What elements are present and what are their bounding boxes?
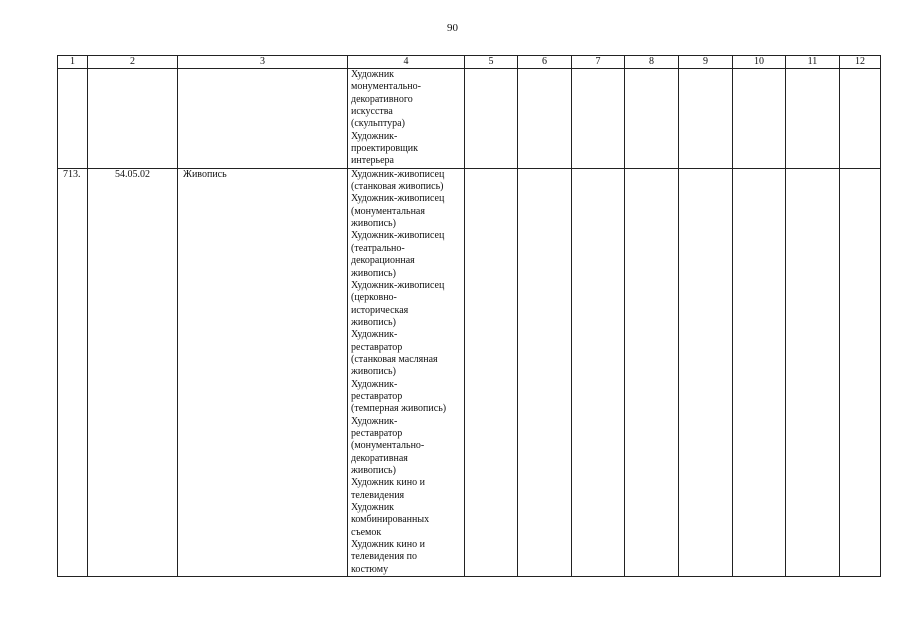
qualification-line: Художник-живописец [351, 168, 445, 180]
qualification-line: декоративная [351, 452, 408, 464]
empty-cell [840, 168, 881, 576]
empty-cell [572, 168, 625, 576]
qualification-line: телевидения по [351, 551, 417, 563]
qualification-line: реставратор [351, 341, 403, 353]
code-cell [88, 69, 178, 169]
qualification-line: искусства [351, 106, 393, 118]
table-header-row [58, 56, 881, 69]
qualification-line: (театрально- [351, 242, 405, 254]
qualification-line: Художник [351, 502, 395, 514]
qualification-line: (станковая масляная [351, 353, 438, 365]
empty-cell [625, 168, 679, 576]
empty-cell [465, 69, 518, 169]
row-number-cell [58, 69, 88, 169]
qualification-line: монументально- [351, 81, 421, 93]
specialties-table [57, 55, 881, 577]
specialty-name-cell [178, 69, 348, 169]
empty-cell [679, 168, 733, 576]
empty-cell [465, 168, 518, 576]
qualification-line: живопись) [351, 316, 396, 328]
qualification-line: Художник- [351, 415, 398, 427]
qualification-line: живопись) [351, 267, 396, 279]
qualification-line: телевидения [351, 489, 405, 501]
column-header: 4 [348, 56, 465, 69]
column-header: 9 [679, 56, 733, 69]
empty-cell [518, 168, 572, 576]
qualification-line: костюму [351, 563, 389, 575]
qualification-line: (церковно- [351, 292, 397, 304]
table-row [58, 168, 881, 576]
qualification-line: живопись) [351, 218, 396, 230]
qualification-line: Художник кино и [351, 477, 425, 489]
column-header: 1 [58, 56, 88, 69]
empty-cell [572, 69, 625, 169]
qualification-line: Художник [351, 69, 395, 80]
table-row [58, 69, 881, 169]
empty-cell [840, 69, 881, 169]
qualification-line: Художник-живописец [351, 230, 445, 242]
qualification-line: интерьера [351, 155, 394, 167]
qualification-line: (скульптура) [351, 118, 405, 130]
empty-cell [518, 69, 572, 169]
empty-cell [679, 69, 733, 169]
qualification-line: (монументальная [351, 205, 425, 217]
empty-cell [625, 69, 679, 169]
qualification-line: Художник- [351, 130, 398, 142]
empty-cell [733, 69, 786, 169]
qualification-line: живопись) [351, 366, 396, 378]
qualification-line: съемок [351, 526, 382, 538]
column-header: 5 [465, 56, 518, 69]
qualification-line: (монументально- [351, 440, 425, 452]
column-header: 8 [625, 56, 679, 69]
column-header: 11 [786, 56, 840, 69]
column-header: 7 [572, 56, 625, 69]
qualification-line: комбинированных [351, 514, 430, 526]
qualification-line: Художник- [351, 329, 398, 341]
qualification-line: Художник-живописец [351, 193, 445, 205]
qualification-line: (темперная живопись) [351, 403, 447, 415]
qualification-line: историческая [351, 304, 409, 316]
qualification-line: Художник-живописец [351, 279, 445, 291]
row-number-cell: 713. [58, 168, 88, 576]
qualification-line: реставратор [351, 427, 403, 439]
qualification-line: декоративного [351, 93, 413, 105]
qualifications-cell [348, 168, 465, 576]
page-number: 90 [447, 22, 458, 34]
column-header: 2 [88, 56, 178, 69]
column-header: 6 [518, 56, 572, 69]
qualification-line: Художник- [351, 378, 398, 390]
qualification-line: реставратор [351, 390, 403, 402]
empty-cell [786, 168, 840, 576]
column-header: 3 [178, 56, 348, 69]
qualification-line: Художник кино и [351, 539, 425, 551]
empty-cell [733, 168, 786, 576]
qualification-line: декорационная [351, 255, 415, 267]
qualifications-cell [348, 69, 465, 169]
qualification-line: (станковая живопись) [351, 181, 444, 193]
column-header: 10 [733, 56, 786, 69]
empty-cell [786, 69, 840, 169]
column-header: 12 [840, 56, 881, 69]
specialty-name-cell: Живопись [178, 168, 348, 576]
qualification-line: проектировщик [351, 143, 418, 155]
code-cell: 54.05.02 [88, 168, 178, 576]
qualification-line: живопись) [351, 465, 396, 476]
